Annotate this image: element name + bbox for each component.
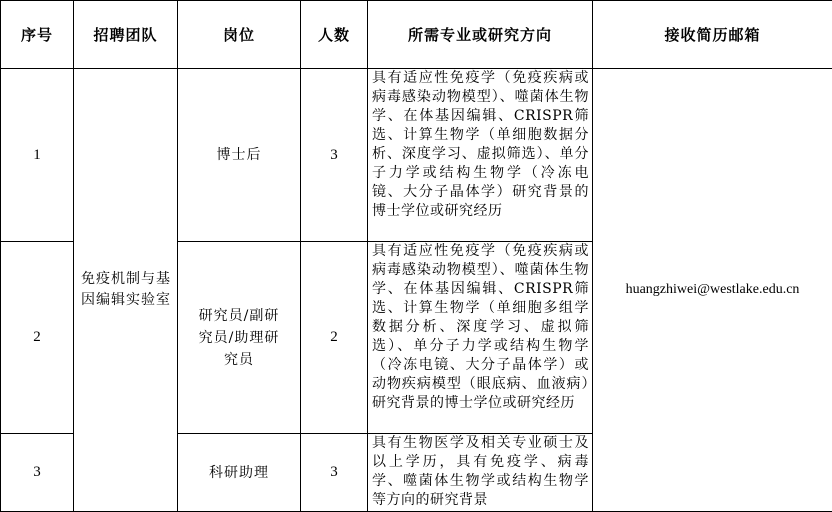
header-position: 岗位 — [178, 1, 301, 69]
table-row — [1, 69, 832, 242]
header-count: 人数 — [301, 1, 368, 69]
header-team: 招聘团队 — [74, 1, 178, 69]
row-count: 3 — [301, 434, 368, 512]
row-major: 具有适应性免疫学（免疫疾病或病毒感染动物模型）、噬菌体生物学、在体基因编辑、CRISPR筛选、计算生物学（单细胞数据分析、深度学习、虚拟筛选）、单分子力学或结构生物学（冷冻电镜、大分子晶体学）研究背景的博士学位或研究经历 — [368, 69, 593, 242]
header-row — [1, 1, 832, 69]
row-index: 3 — [1, 434, 74, 512]
row-position: 研究员/副研究员/助理研究员 — [178, 242, 301, 434]
team-cell: 免疫机制与基因编辑实验室 — [74, 69, 178, 512]
row-count: 2 — [301, 242, 368, 434]
header-index: 序号 — [1, 1, 74, 69]
row-major: 具有生物医学及相关专业硕士及以上学历，具有免疫学、病毒学、噬菌体生物学或结构生物学等方向的研究背景 — [368, 434, 593, 512]
row-count: 3 — [301, 69, 368, 242]
row-major: 具有适应性免疫学（免疫疾病或病毒感染动物模型）、噬菌体生物学、在体基因编辑、CRISPR筛选、计算生物学（单细胞多组学数据分析、深度学习、虚拟筛选）、单分子力学或结构生物学（冷冻电镜、大分子晶体学）或动物疾病模型（眼底病、血液病）研究背景的博士学位或研究经历 — [368, 242, 593, 434]
row-position: 科研助理 — [178, 434, 301, 512]
email-cell: huangzhiwei@westlake.edu.cn — [593, 69, 832, 512]
row-position: 博士后 — [178, 69, 301, 242]
header-email: 接收简历邮箱 — [593, 1, 832, 69]
row-index: 1 — [1, 69, 74, 242]
row-index: 2 — [1, 242, 74, 434]
header-major: 所需专业或研究方向 — [368, 1, 593, 69]
